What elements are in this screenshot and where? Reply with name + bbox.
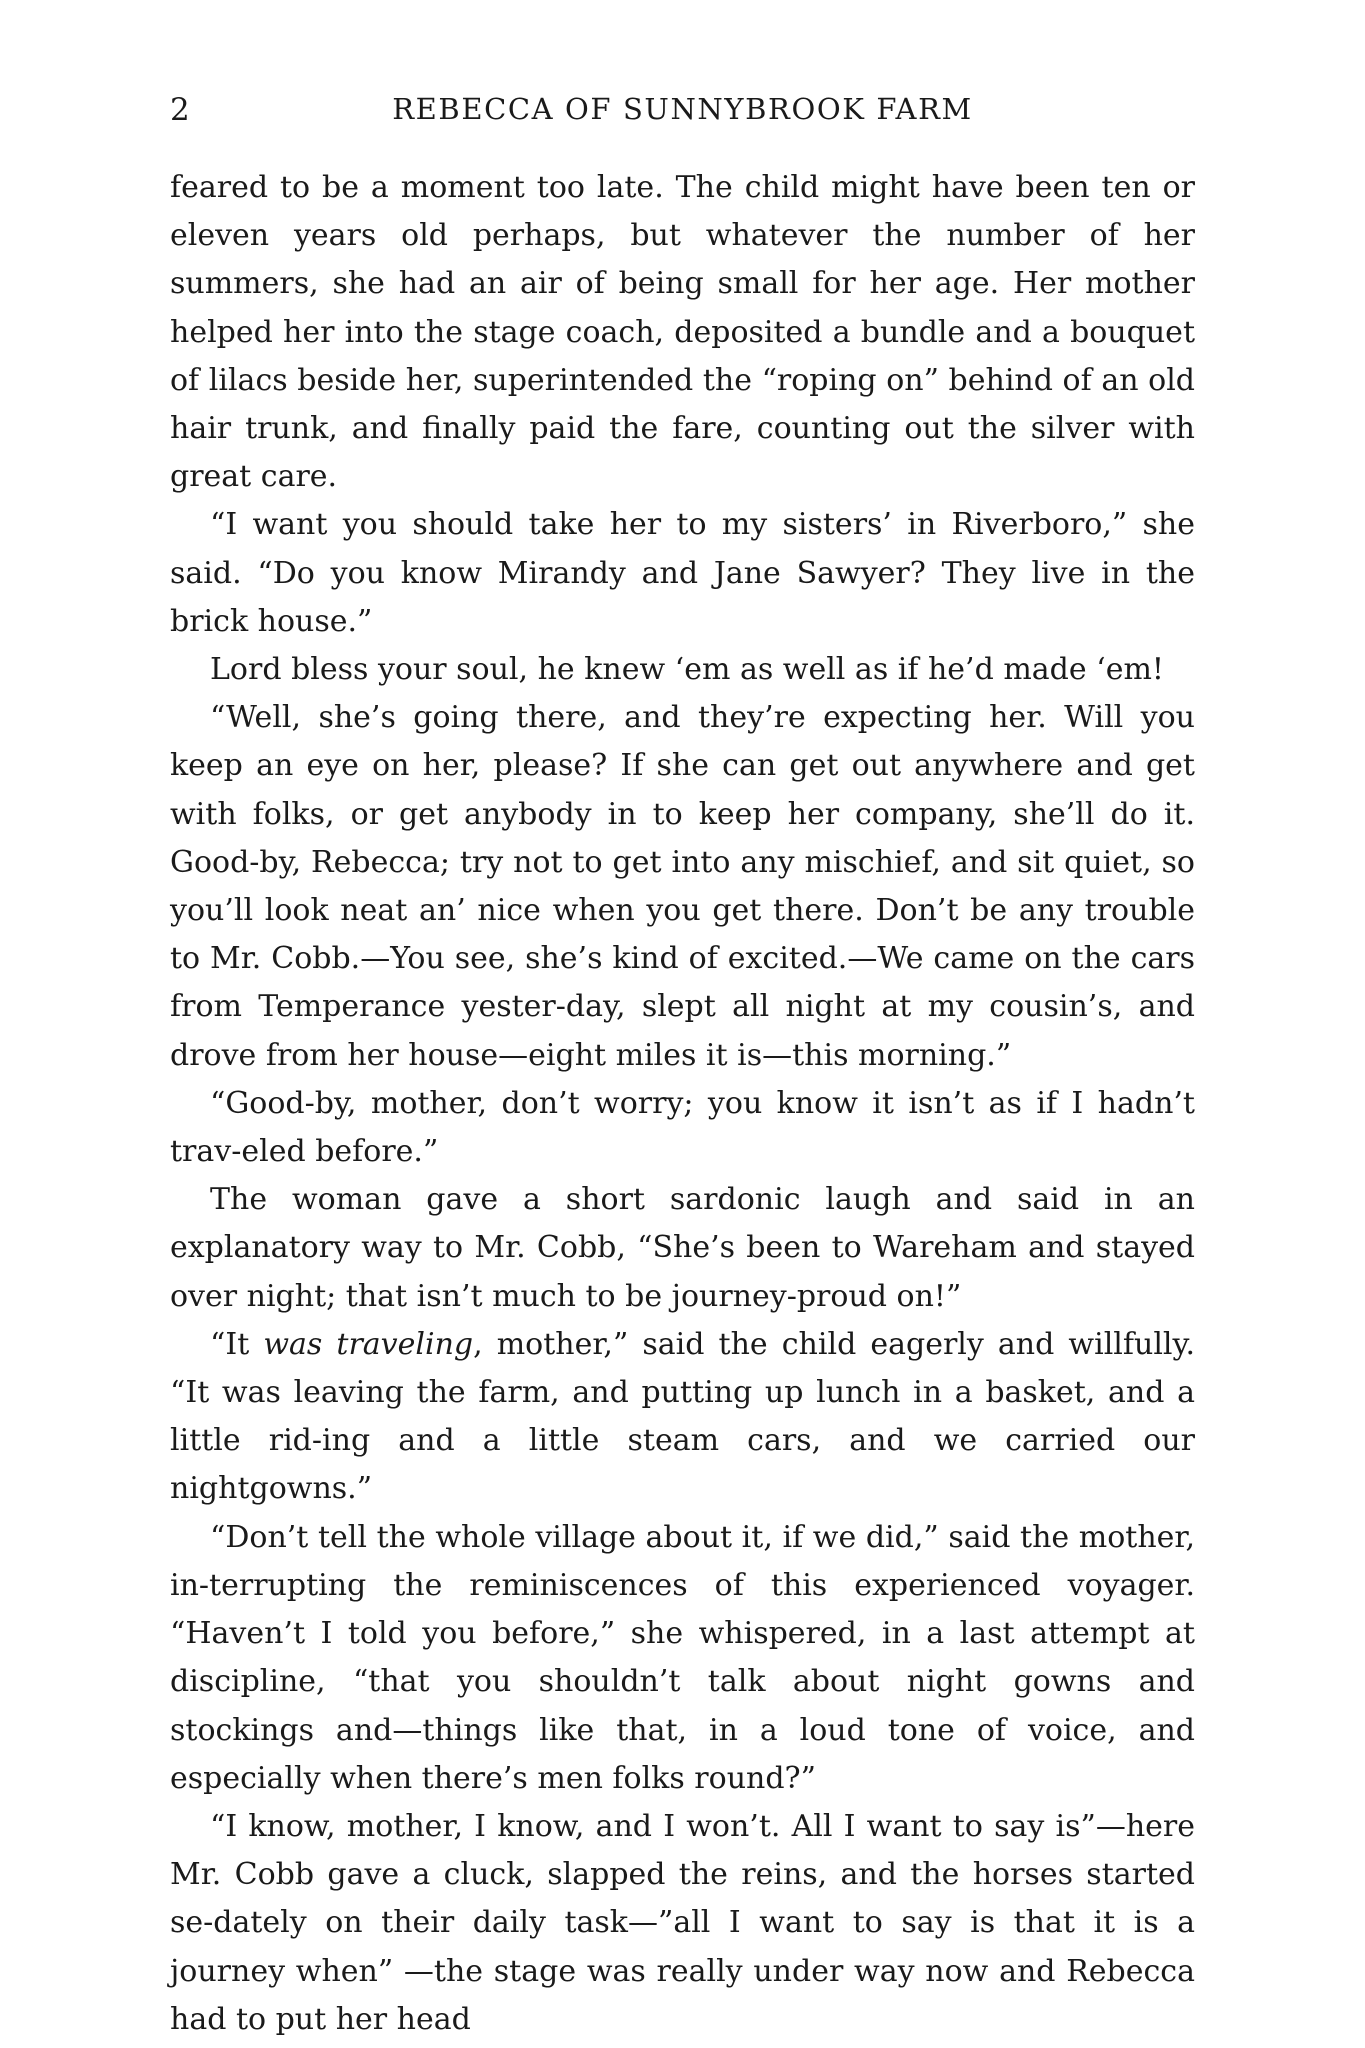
paragraph-text: “It	[210, 1326, 264, 1362]
paragraph: “Well, she’s going there, and they’re expecting her. Will you keep an eye on her, please? If she can get out anywhere and get with folks, or get anybody in to keep her company, she’ll do it. Good-by, Rebecca; try not to get into any mischief, and sit quiet, so you’ll look neat an’ nice when you get there. Don’t be any trouble to Mr. Cobb.—You see, she’s kind of excited.—We came on the cars from Temperance yester-day, slept all night at my cousin’s, and drove from her house—eight miles it is—this morning.”	[170, 700, 1195, 1073]
italic-phrase: was traveling	[263, 1326, 474, 1362]
paragraph	[170, 1321, 1195, 1514]
paragraph: feared to be a moment too late. The child might have been ten or eleven years old perhaps, but whatever the number of her summers, she had an air of being small for her age. Her mother helped her into the stage coach, deposited a bundle and a bouquet of lilacs beside her, superintended the “roping on” behind of an old hair trunk, and finally paid the fare, counting out the silver with great care.	[170, 170, 1195, 495]
paragraph-text: , mother,” said the child eagerly and willfully. “It was leaving the farm, and putting up lunch in a basket, and a little rid-ing and a little steam cars, and we carried our nightgowns.”	[170, 1326, 1196, 1507]
paragraph: “Good-by, mother, don’t worry; you know it isn’t as if I hadn’t trav-eled before.”	[170, 1085, 1195, 1170]
body-text	[170, 164, 1195, 2044]
paragraph: “I want you should take her to my sisters’ in Riverboro,” she said. “Do you know Mirandy and Jane Sawyer? They live in the brick house.”	[170, 507, 1195, 639]
page-header	[170, 92, 1195, 142]
running-head: REBECCA OF SUNNYBROOK FARM	[392, 92, 973, 126]
paragraph: “Don’t tell the whole village about it, if we did,” said the mother, in-terrupting the reminiscences of this experienced voyager. “Haven’t I told you before,” she whispered, in a last attempt at discipline, “that you shouldn’t talk about night gowns and stockings and—things like that, in a loud tone of voice, and especially when there’s men folks round?”	[170, 1519, 1195, 1796]
paragraph: Lord bless your soul, he knew ‘em as well as if he’d made ‘em!	[210, 652, 1164, 688]
paragraph: The woman gave a short sardonic laugh and said in an explanatory way to Mr. Cobb, “She’s been to Wareham and stayed over night; that isn’t much to be journey-proud on!”	[170, 1182, 1195, 1314]
paragraph: “I know, mother, I know, and I won’t. All I want to say is”—here Mr. Cobb gave a cluck, slapped the reins, and the horses started se-dately on their daily task—”all I want to say is that it is a journey when” —the stage was really under way now and Rebecca had to put her head	[170, 1808, 1195, 2037]
page-number: 2	[170, 92, 191, 128]
